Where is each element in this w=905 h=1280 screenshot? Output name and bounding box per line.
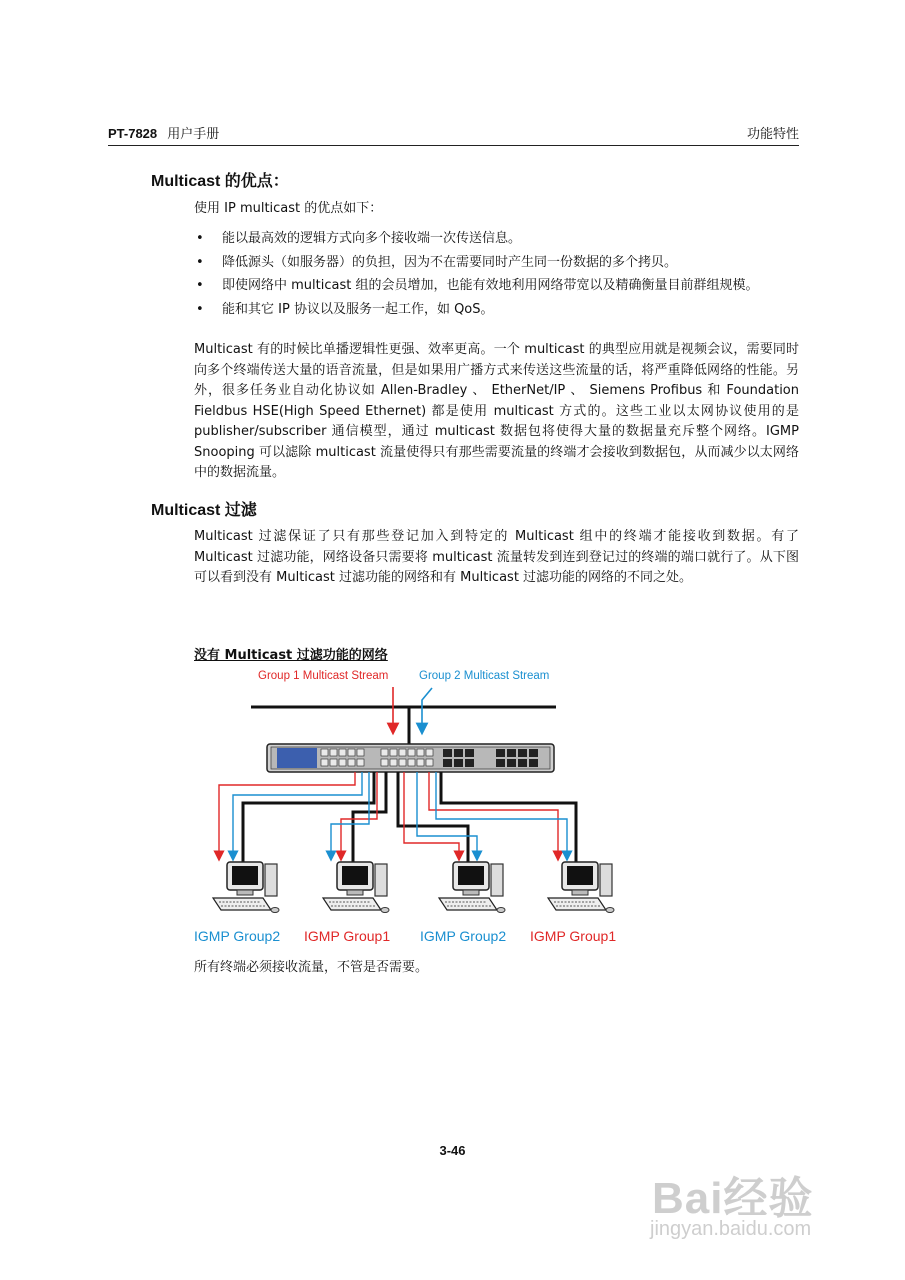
multicast-paragraph: Multicast 有的时候比单播逻辑性更强、效率更高。一个 multicast 的典型应用就是视频会议，需要同时向多个终端传送大量的语音流量，但是如果用广播方式来传送这些流量的话，将严重降低网络的性能。另外，很多任务业自动化协议如 Allen-Bradley 、 EtherNet/IP 、 Siemens Profibus 和 Foundation Fieldbus HSE(High Speed Ethernet) 都是使用 multicast 方式的。这些工业以太网协议使用的是 publisher/subscriber 通信模型，通过 multicast 数据包将使得大量的数据量充斥整个网络。IGMP Snooping 可以滤除 multicast 流量使得只有那些需要流量的终端才会接收到数据包，从而减少以太网络中的数据流量。 bbox=[194, 342, 799, 480]
intro-text: 使用 IP multicast 的优点如下： bbox=[194, 201, 383, 216]
group-label-pc4: IGMP Group1 bbox=[530, 928, 617, 944]
cable-pc4 bbox=[441, 772, 576, 868]
list-item: • 即使网络中 multicast 组的会员增加，也能有效地利用网络带宽以及精确衡量目前群组规模。 bbox=[194, 276, 799, 297]
section-title-filtering: Multicast 过滤 bbox=[151, 502, 257, 519]
header-section: 功能特性 bbox=[746, 127, 799, 142]
group-label-pc1: IGMP Group2 bbox=[194, 928, 281, 944]
red-path-pc1 bbox=[219, 772, 355, 856]
ethernet-switch bbox=[267, 744, 554, 772]
list-item: • 能以最高效的逻辑方式向多个接收端一次传送信息。 bbox=[194, 229, 799, 250]
red-path-pc3 bbox=[404, 772, 459, 856]
page-number: 3-46 bbox=[439, 1143, 466, 1158]
pc-2 bbox=[323, 862, 389, 913]
product-name: PT-7828 bbox=[108, 126, 158, 141]
list-item: • 能和其它 IP 协议以及服务一起工作，如 QoS。 bbox=[194, 300, 799, 321]
watermark-brand: Bai经验 bbox=[652, 1174, 814, 1223]
section-title-advantages: Multicast 的优点： bbox=[151, 173, 289, 190]
watermark bbox=[632, 1148, 862, 1248]
pc-3 bbox=[439, 862, 505, 913]
figure-title: 没有 Multicast 过滤功能的网络 bbox=[194, 648, 388, 663]
stream-label-group1: Group 1 Multicast Stream bbox=[258, 670, 389, 682]
list-item: • 降低源头（如服务器）的负担，因为不在需要同时产生同一份数据的多个拷贝。 bbox=[194, 253, 799, 274]
figure-caption: 所有终端必须接收流量，不管是否需要。 bbox=[194, 960, 429, 975]
watermark-url: jingyan.baidu.com bbox=[650, 1218, 812, 1240]
pc-1 bbox=[213, 862, 279, 913]
stream-label-group2: Group 2 Multicast Stream bbox=[419, 670, 550, 682]
filtering-paragraph: Multicast 过滤保证了只有那些登记加入到特定的 Multicast 组中的终端才能接收到数据。有了 Multicast 过滤功能，网络设备只需要将 multicast 流量转发到连到登记过的终端的端口就行了。从下图可以看到没有 Multicast 过滤功能的网络和有 Multicast 过滤功能的网络的不同之处。 bbox=[194, 529, 799, 585]
manual-name: 用户手册 bbox=[167, 127, 220, 142]
group-label-pc3: IGMP Group2 bbox=[420, 928, 507, 944]
group-label-pc2: IGMP Group1 bbox=[304, 928, 391, 944]
cable-pc3 bbox=[398, 772, 468, 868]
pc-4 bbox=[548, 862, 614, 913]
